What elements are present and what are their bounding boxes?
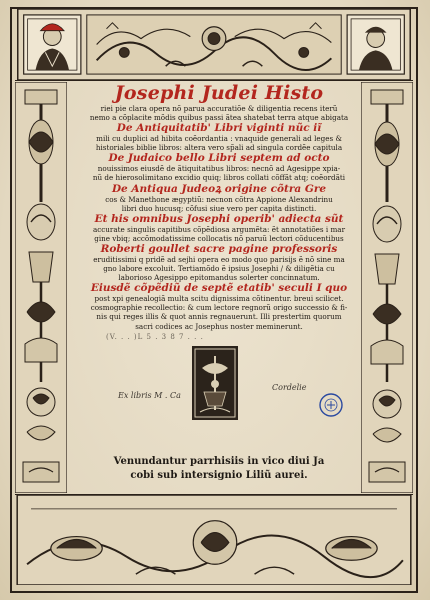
imprint-line-1: Venundantur parrhisiis in vico diui Ja [113,456,325,467]
section-heading: Eiusdẽ cõpẽdiũ de septẽ etatib' seculi I quo [90,282,348,295]
section-heading: Roberti goullet sacre pagine professoris [100,242,338,255]
text-line: eruditissimi q pridẽ ad sejhi opera eo modo quo parisijs ẽ nõ sine ma [93,254,345,264]
text-line: accurate singulis capitibus cõpẽdiosa argumẽta: ẽt annotatiões i mar [92,224,346,234]
text-line: nis qui reges illis & quot annis regnauerunt. Illi prestertim quorum [96,312,342,322]
text-line: libri duo hucusq; cõfusi siue vero per capita distincti. [121,203,317,213]
text-line: nemo a cõplacite mõdis quibus passi ãtea shatebat terra atque abigata [89,113,349,123]
right-portrait-medallion [347,15,404,74]
ownership-signature-right: Cordelie [272,383,307,392]
section-heading: De Antiqua Judeoꝝ origine cõtra Gre [111,182,327,195]
title-lines [80,104,358,331]
top-woodcut-band [15,9,413,81]
text-line: historiales biblie libros: altera vero sp̃ali ad singula cordẽe capitula [95,143,343,153]
bottom-woodcut-band [15,494,413,585]
section-heading: De Judaico bello Libri septem ad octo [108,152,330,165]
text-line: cosmographie recollectio: & cum lectore regnorũ origo successio & fi- [90,303,348,313]
text-line: sacri codices ac Josephus noster meminerunt. [135,321,303,331]
printers-mark [192,346,238,420]
text-line: riei pie clara opera nõ parua accuratiõe & diligentia recens iterũ [100,104,338,113]
book-title: Josephi Judei Histo [114,82,324,104]
ownership-signature-left: Ex libris M . Ca [118,391,181,400]
left-decorative-column [15,82,67,493]
section-heading: Et his omnibus Josephi operib' adiecta sũt [94,212,344,225]
section-heading: De Antiquitatib' Libri viginti nũc iĩ [116,122,322,135]
central-ornament [87,15,341,74]
text-line: post xpi genealogiã multa scitu dignissima cõtinentur. breui scilicet. [94,294,344,304]
text-line: nouissimos eiusdẽ de ãtiquitatibus libros: necnõ ad Agesippe xpia- [97,164,341,174]
text-line: gno labore excoluit. Tertiamõdo ẽ ipsius Josephi / & diligẽtia cu [103,264,335,274]
text-line: mili cu duplici ad hibita coẽordantia : vnaquide generali ad leges & [96,134,342,144]
library-stamp [318,392,344,418]
text-line: nũ de hierosolimitano excidio quiq; libros collati cõffãt atq; coẽordãti [92,173,346,183]
text-line: laborioso Agesippo epitomandus solerter concinnatum. [118,273,320,283]
imprint [80,455,358,483]
shelf-stamp: (V. . . )L 5 . 3 8 7 . . . [106,333,204,341]
text-line: gine vbiq; accõmodatissime collocatis nõ paruũ lectori cõducentibus [94,233,344,243]
text-line: cos & Manethone ægyptiũ: necnon cõtra Appione Alexandrinu [105,194,333,204]
title-text-block [80,84,358,331]
right-decorative-column [361,82,413,493]
imprint-line-2: cobi sub intersignio Liliũ aurei. [130,470,308,481]
left-portrait-medallion [24,15,81,74]
